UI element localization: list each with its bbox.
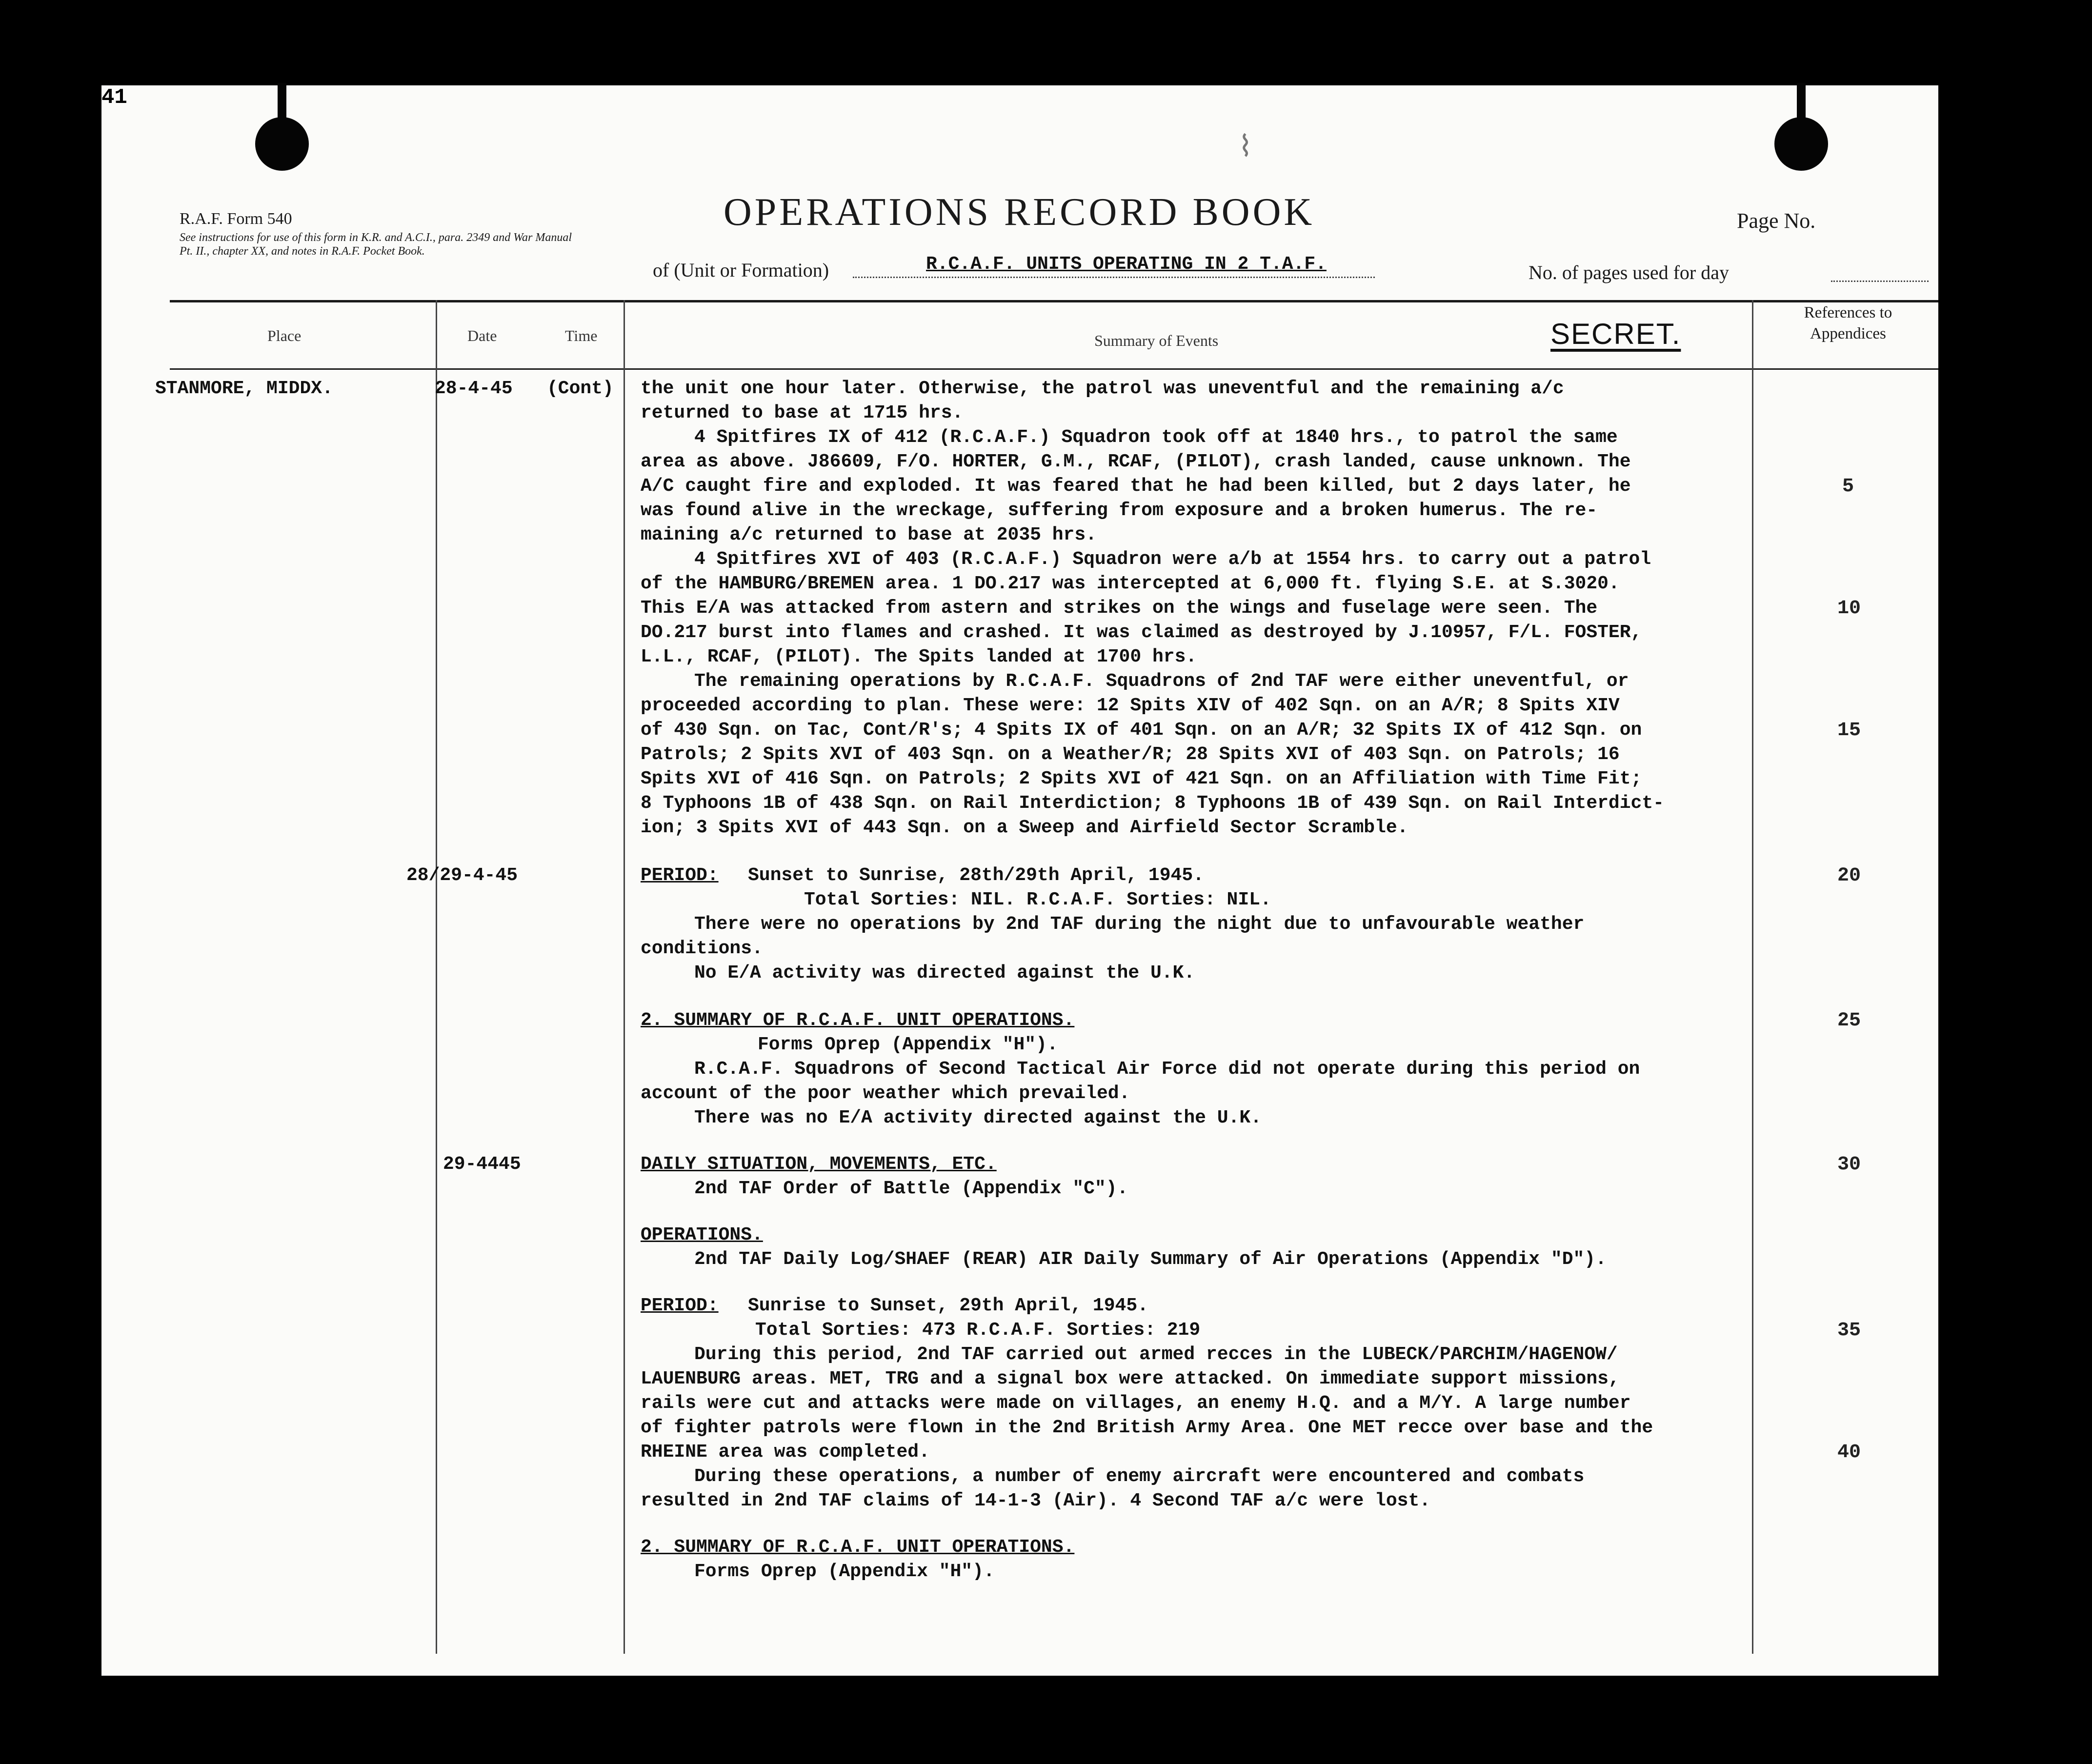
entry-date-2: 28/29-4-45 xyxy=(406,865,518,886)
summary-line: Forms Oprep (Appendix "H"). xyxy=(694,1561,995,1582)
summary-line: conditions. xyxy=(641,938,763,959)
summary-line: LAUENBURG areas. MET, TRG and a signal box were attacked. On immediate support missions, xyxy=(641,1368,1620,1389)
summary-line: DO.217 burst into flames and crashed. It was claimed as destroyed by J.10957, F/L. FOSTER, xyxy=(641,622,1642,643)
summary-line: This E/A was attacked from astern and strikes on the wings and fuselage were seen. The xyxy=(641,598,1598,619)
divider-place-date xyxy=(436,300,437,1654)
summary-line: There were no operations by 2nd TAF during the night due to unfavourable weather xyxy=(694,914,1585,935)
summary-line: proceeded according to plan. These were: 12 Spits XIV of 402 Sqn. on an A/R; 8 Spits XIV xyxy=(641,695,1620,716)
reference-number: 30 xyxy=(1837,1154,1861,1176)
summary-line: No E/A activity was directed against the U.K. xyxy=(694,962,1195,983)
summary-line: Spits XVI of 416 Sqn. on Patrols; 2 Spits XVI of 421 Sqn. on an Affiliation with Time Fit; xyxy=(641,768,1642,789)
entry-date-1: 28-4-45 xyxy=(435,378,513,399)
summary-line: account of the poor weather which prevailed. xyxy=(641,1083,1130,1104)
column-time: Time xyxy=(565,327,598,344)
entry-time-1: (Cont) xyxy=(547,378,614,399)
entry-place: STANMORE, MIDDX. xyxy=(155,378,333,399)
binder-hole-left xyxy=(255,117,309,171)
form-number: R.A.F. Form 540 xyxy=(180,210,292,228)
summary-line: Total Sorties: 473 R.C.A.F. Sorties: 219 xyxy=(755,1320,1201,1341)
table-header-rule xyxy=(170,368,1938,370)
reference-number: 40 xyxy=(1837,1442,1861,1463)
summary-line: R.C.A.F. Squadrons of Second Tactical Air Force did not operate during this period on xyxy=(694,1059,1640,1080)
section-heading: OPERATIONS. xyxy=(641,1224,763,1245)
column-place: Place xyxy=(267,327,302,344)
summary-line: of the HAMBURG/BREMEN area. 1 DO.217 was intercepted at 6,000 ft. flying S.E. at S.3020. xyxy=(641,573,1620,594)
summary-line: Sunrise to Sunset, 29th April, 1945. xyxy=(748,1295,1148,1316)
summary-line: Sunset to Sunrise, 28th/29th April, 1945. xyxy=(748,865,1204,886)
summary-line: 2nd TAF Daily Log/SHAEF (REAR) AIR Daily Summary of Air Operations (Appendix "D"). xyxy=(694,1249,1607,1270)
summary-line: There was no E/A activity directed against the U.K. xyxy=(694,1107,1262,1128)
reference-number: 5 xyxy=(1842,476,1854,498)
section-heading: DAILY SITUATION, MOVEMENTS, ETC. xyxy=(641,1154,997,1175)
summary-line: rails were cut and attacks were made on villages, an enemy H.Q. and a M/Y. A large number xyxy=(641,1393,1631,1414)
divider-summary-refs xyxy=(1752,300,1753,1654)
period-heading: PERIOD: xyxy=(641,865,719,886)
unit-dotted-line xyxy=(853,277,1375,278)
reference-number: 35 xyxy=(1837,1320,1861,1342)
summary-line: of fighter patrols were flown in the 2nd British Army Area. One MET recce over base and the xyxy=(641,1417,1653,1438)
summary-line: The remaining operations by R.C.A.F. Squadrons of 2nd TAF were either uneventful, or xyxy=(694,671,1629,692)
page-number-label: Page No. xyxy=(1737,209,1816,233)
page-title: OPERATIONS RECORD BOOK xyxy=(724,191,1315,234)
summary-line: RHEINE area was completed. xyxy=(641,1442,930,1463)
summary-line: resulted in 2nd TAF claims of 14-1-3 (Air). 4 Second TAF a/c were lost. xyxy=(641,1490,1431,1511)
summary-line: A/C caught fire and exploded. It was feared that he had been killed, but 2 days later, he xyxy=(641,476,1631,497)
binder-hole-right xyxy=(1774,117,1828,171)
period-heading: PERIOD: xyxy=(641,1295,719,1316)
summary-line: During these operations, a number of enemy aircraft were encountered and combats xyxy=(694,1466,1585,1487)
entry-date-3: 29-4445 xyxy=(443,1154,521,1175)
column-summary: Summary of Events xyxy=(1094,332,1219,349)
summary-line: ion; 3 Spits XVI of 443 Sqn. on a Sweep and Airfield Sector Scramble. xyxy=(641,817,1408,838)
summary-line: 8 Typhoons 1B of 438 Sqn. on Rail Interdiction; 8 Typhoons 1B of 439 Sqn. on Rail Interdict- xyxy=(641,793,1664,814)
reference-number: 20 xyxy=(1837,865,1861,887)
summary-line: area as above. J86609, F/O. HORTER, G.M., RCAF, (PILOT), crash landed, cause unknown. The xyxy=(641,451,1631,472)
page-number-value: 41 xyxy=(101,85,127,110)
reference-number: 15 xyxy=(1837,720,1861,742)
section-heading: 2. SUMMARY OF R.C.A.F. UNIT OPERATIONS. xyxy=(641,1537,1075,1558)
divider-time-summary xyxy=(624,300,625,1654)
summary-line: was found alive in the wreckage, suffering from exposure and a broken humerus. The re- xyxy=(641,500,1598,521)
summary-line: of 430 Sqn. on Tac, Cont/R's; 4 Spits IX of 401 Sqn. on an A/R; 32 Spits IX of 412 Sqn. on xyxy=(641,720,1642,741)
pages-used-label: No. of pages used for day xyxy=(1529,261,1729,283)
summary-line: 4 Spitfires XVI of 403 (R.C.A.F.) Squadron were a/b at 1554 hrs. to carry out a patrol xyxy=(694,549,1651,570)
summary-line: During this period, 2nd TAF carried out armed recces in the LUBECK/PARCHIM/HAGENOW/ xyxy=(694,1344,1618,1365)
record-sheet xyxy=(101,85,1938,1676)
section-heading: 2. SUMMARY OF R.C.A.F. UNIT OPERATIONS. xyxy=(641,1010,1075,1031)
summary-line: 2nd TAF Order of Battle (Appendix "C"). xyxy=(694,1178,1128,1199)
reference-number: 25 xyxy=(1837,1010,1861,1032)
unit-value: R.C.A.F. UNITS OPERATING IN 2 T.A.F. xyxy=(926,254,1327,275)
summary-line: the unit one hour later. Otherwise, the patrol was uneventful and the remaining a/c xyxy=(641,378,1564,399)
column-date: Date xyxy=(467,327,497,344)
summary-line: Patrols; 2 Spits XVI of 403 Sqn. on a Weather/R; 28 Spits XVI of 403 Sqn. on Patrols; 16 xyxy=(641,744,1620,765)
summary-line: L.L., RCAF, (PILOT). The Spits landed at 1700 hrs. xyxy=(641,646,1197,667)
summary-line: Total Sorties: NIL. R.C.A.F. Sorties: NIL. xyxy=(804,889,1271,910)
pages-used-dotted-line xyxy=(1831,281,1929,282)
pencil-mark: ⌇ xyxy=(1238,130,1253,162)
summary-line: 4 Spitfires IX of 412 (R.C.A.F.) Squadron took off at 1840 hrs., to patrol the same xyxy=(694,427,1618,448)
table-top-rule xyxy=(170,300,1938,302)
column-references: References to Appendices xyxy=(1804,304,1892,342)
unit-label: of (Unit or Formation) xyxy=(653,259,829,281)
summary-line: Forms Oprep (Appendix "H"). xyxy=(758,1034,1058,1055)
form-instructions: See instructions for use of this form in K.R. and A.C.I., para. 2349 and War Manual Pt. II., chapter XX, and notes in R.A.F. Pocket Book. xyxy=(180,231,572,258)
summary-line: returned to base at 1715 hrs. xyxy=(641,402,964,423)
summary-line: maining a/c returned to base at 2035 hrs. xyxy=(641,524,1097,545)
reference-number: 10 xyxy=(1837,598,1861,620)
secret-stamp: SECRET. xyxy=(1550,318,1681,350)
